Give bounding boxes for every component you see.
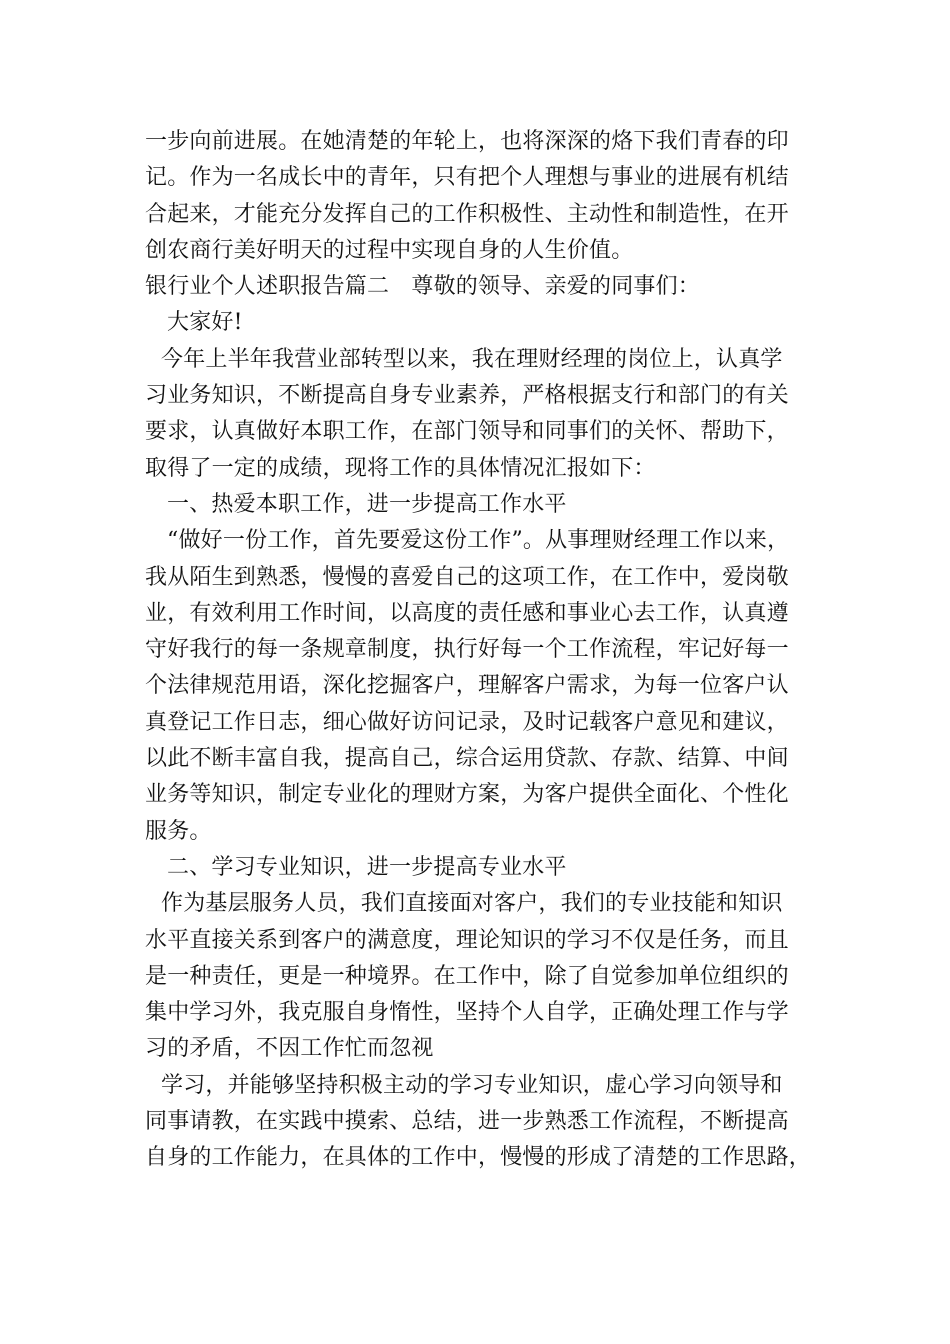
text-line: 取得了一定的成绩，现将工作的具体情况汇报如下：	[145, 455, 656, 481]
text-line: 要求，认真做好本职工作，在部门领导和同事们的关怀、帮助下，	[145, 419, 789, 445]
text-line: 水平直接关系到客户的满意度，理论知识的学习不仅是任务，而且	[145, 927, 789, 953]
text-line: 同事请教，在实践中摸索、总结，进一步熟悉工作流程，不断提高	[145, 1109, 789, 1135]
text-line: 以此不断丰富自我，提高自己，综合运用贷款、存款、结算、中间	[145, 746, 789, 772]
text-line: 集中学习外，我克服自身惰性，坚持个人自学，正确处理工作与学	[145, 1000, 789, 1026]
text-line: 自身的工作能力，在具体的工作中，慢慢的形成了清楚的工作思路，	[145, 1145, 812, 1171]
text-line: 合起来，才能充分发挥自己的工作积极性、主动性和制造性，在开	[145, 201, 789, 227]
greeting: 大家好!	[167, 310, 243, 336]
text-line: 是一种责任，更是一种境界。在工作中，除了自觉参加单位组织的	[145, 963, 789, 989]
text-line: 习业务知识，不断提高自身专业素养，严格根据支行和部门的有关	[145, 383, 789, 409]
subsection-heading: 二、学习专业知识，进一步提高专业水平	[167, 854, 567, 880]
text-line: 一步向前进展。在她清楚的年轮上，也将深深的烙下我们青春的印	[145, 129, 789, 154]
text-line: 业，有效利用工作时间，以高度的责任感和事业心去工作，认真遵	[145, 600, 789, 626]
text-line: 守好我行的每一条规章制度，执行好每一个工作流程，牢记好每一	[145, 637, 789, 663]
text-line: 服务。	[145, 818, 212, 844]
text-line: 个法律规范用语，深化挖掘客户，理解客户需求，为每一位客户认	[145, 673, 789, 699]
text-line: 习的矛盾，不因工作忙而忽视	[145, 1036, 434, 1062]
text-line: 我从陌生到熟悉，慢慢的喜爱自己的这项工作，在工作中，爱岗敬	[145, 564, 789, 590]
text-line: 业务等知识，制定专业化的理财方案，为客户提供全面化、个性化	[145, 782, 789, 808]
text-line: 记。作为一名成长中的青年，只有把个人理想与事业的进展有机结	[145, 165, 789, 191]
subsection-heading: 一、热爱本职工作，进一步提高工作水平	[167, 491, 567, 517]
text-line: 学习，并能够坚持积极主动的学习专业知识，虚心学习向领导和	[161, 1072, 783, 1098]
document-body	[145, 124, 835, 1177]
text-line: “做好一份工作，首先要爱这份工作”。从事理财经理工作以来，	[167, 528, 790, 554]
text-line: 真登记工作日志，细心做好访问记录，及时记载客户意见和建议，	[145, 709, 789, 735]
section-heading: 银行业个人述职报告篇二 尊敬的领导、亲爱的同事们：	[145, 274, 701, 300]
text-line: 作为基层服务人员，我们直接面对客户，我们的专业技能和知识	[161, 891, 783, 917]
text-line: 创农商行美好明天的过程中实现自身的人生价值。	[145, 237, 634, 263]
text-line: 今年上半年我营业部转型以来，我在理财经理的岗位上，认真学	[161, 346, 783, 372]
